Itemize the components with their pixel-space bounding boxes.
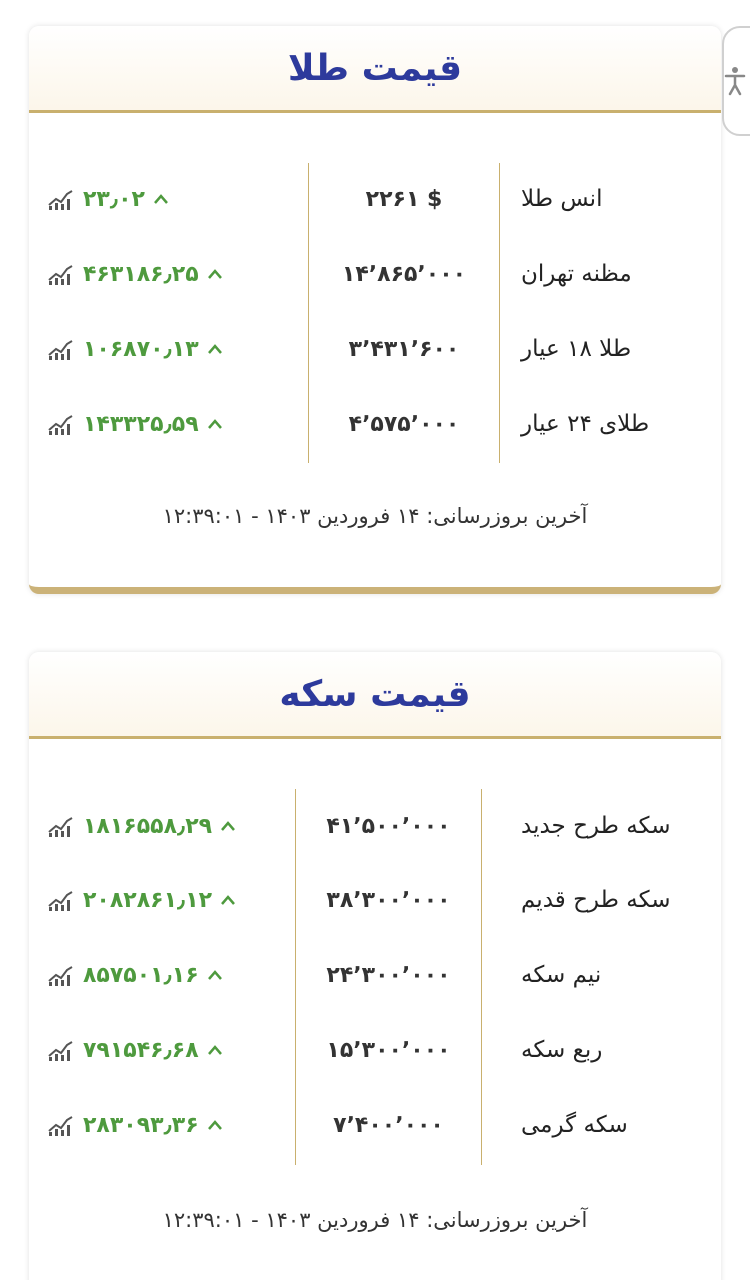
price-cell: ۳٬۴۳۱٬۶۰۰ bbox=[348, 336, 460, 362]
bar-chart-icon[interactable] bbox=[47, 963, 75, 987]
up-arrow-icon bbox=[207, 418, 223, 430]
price-cell: ۲۲۶۱ $ bbox=[365, 186, 443, 212]
bar-chart-icon[interactable] bbox=[47, 1038, 75, 1062]
item-name: سکه طرح قدیم bbox=[521, 887, 671, 913]
bar-chart-icon[interactable] bbox=[47, 888, 75, 912]
change-cell bbox=[47, 806, 297, 846]
change-value: ۴۶۳۱۸۶٫۲۵ bbox=[83, 261, 199, 287]
item-name: نیم سکه bbox=[521, 962, 602, 988]
price-cell: ۱۴٬۸۶۵٬۰۰۰ bbox=[341, 261, 467, 287]
change-value: ۲۳٫۰۲ bbox=[83, 186, 145, 212]
item-name: طلا ۱۸ عیار bbox=[521, 336, 632, 362]
change-cell bbox=[47, 1030, 297, 1070]
bar-chart-icon[interactable] bbox=[47, 1113, 75, 1137]
accessibility-button[interactable] bbox=[722, 26, 750, 136]
change-cell bbox=[47, 404, 297, 444]
table-row bbox=[29, 329, 721, 369]
up-arrow-icon bbox=[207, 268, 223, 280]
table-row bbox=[29, 179, 721, 219]
change-cell bbox=[47, 254, 297, 294]
accessibility-icon bbox=[724, 66, 746, 96]
bar-chart-icon[interactable] bbox=[47, 814, 75, 838]
price-cell: ۳۸٬۳۰۰٬۰۰۰ bbox=[326, 887, 451, 913]
bar-chart-icon[interactable] bbox=[47, 187, 75, 211]
last-update-text: آخرین بروزرسانی: ۱۴ فروردین ۱۴۰۳ - ۱۲:۳۹:۰۱ bbox=[162, 1208, 588, 1232]
up-arrow-icon bbox=[207, 1044, 223, 1056]
price-cell: ۷٬۴۰۰٬۰۰۰ bbox=[333, 1112, 444, 1138]
price-cell: ۱۵٬۳۰۰٬۰۰۰ bbox=[326, 1037, 451, 1063]
price-cell: ۴۱٬۵۰۰٬۰۰۰ bbox=[326, 813, 451, 839]
coin-card-title: قیمت سکه bbox=[279, 673, 471, 715]
item-name: سکه طرح جدید bbox=[521, 813, 671, 839]
bar-chart-icon[interactable] bbox=[47, 337, 75, 361]
change-value: ۲۰۸۲۸۶۱٫۱۲ bbox=[83, 887, 213, 913]
change-value: ۱۴۳۳۲۵٫۵۹ bbox=[83, 411, 199, 437]
table-row bbox=[29, 955, 721, 995]
coin-card-header bbox=[29, 652, 721, 739]
change-cell bbox=[47, 955, 297, 995]
price-cell: ۴٬۵۷۵٬۰۰۰ bbox=[348, 411, 460, 437]
item-name: طلای ۲۴ عیار bbox=[521, 411, 650, 437]
change-value: ۲۸۳۰۹۳٫۳۶ bbox=[83, 1112, 199, 1138]
last-update-text: آخرین بروزرسانی: ۱۴ فروردین ۱۴۰۳ - ۱۲:۳۹:۰۱ bbox=[162, 504, 588, 528]
up-arrow-icon bbox=[220, 820, 236, 832]
table-row bbox=[29, 806, 721, 846]
item-name: مظنه تهران bbox=[521, 261, 632, 287]
up-arrow-icon bbox=[207, 1119, 223, 1131]
coin-price-card bbox=[29, 652, 721, 1280]
change-cell bbox=[47, 1105, 297, 1145]
gold-price-card bbox=[29, 26, 721, 594]
up-arrow-icon bbox=[207, 343, 223, 355]
up-arrow-icon bbox=[153, 193, 169, 205]
change-value: ۷۹۱۵۴۶٫۶۸ bbox=[83, 1037, 199, 1063]
table-row bbox=[29, 880, 721, 920]
gold-card-title: قیمت طلا bbox=[287, 47, 463, 89]
change-value: ۱۸۱۶۵۵۸٫۲۹ bbox=[83, 813, 213, 839]
change-cell bbox=[47, 880, 297, 920]
change-cell bbox=[47, 329, 297, 369]
price-cell: ۲۴٬۳۰۰٬۰۰۰ bbox=[326, 962, 451, 988]
item-name: ربع سکه bbox=[521, 1037, 603, 1063]
item-name: انس طلا bbox=[521, 186, 603, 212]
bar-chart-icon[interactable] bbox=[47, 262, 75, 286]
table-row bbox=[29, 254, 721, 294]
table-row bbox=[29, 1030, 721, 1070]
change-value: ۸۵۷۵۰۱٫۱۶ bbox=[83, 962, 199, 988]
table-row bbox=[29, 404, 721, 444]
bar-chart-icon[interactable] bbox=[47, 412, 75, 436]
table-row bbox=[29, 1105, 721, 1145]
item-name: سکه گرمی bbox=[521, 1112, 628, 1138]
change-cell bbox=[47, 179, 297, 219]
up-arrow-icon bbox=[220, 894, 236, 906]
change-value: ۱۰۶۸۷۰٫۱۳ bbox=[83, 336, 199, 362]
up-arrow-icon bbox=[207, 969, 223, 981]
gold-card-header bbox=[29, 26, 721, 113]
